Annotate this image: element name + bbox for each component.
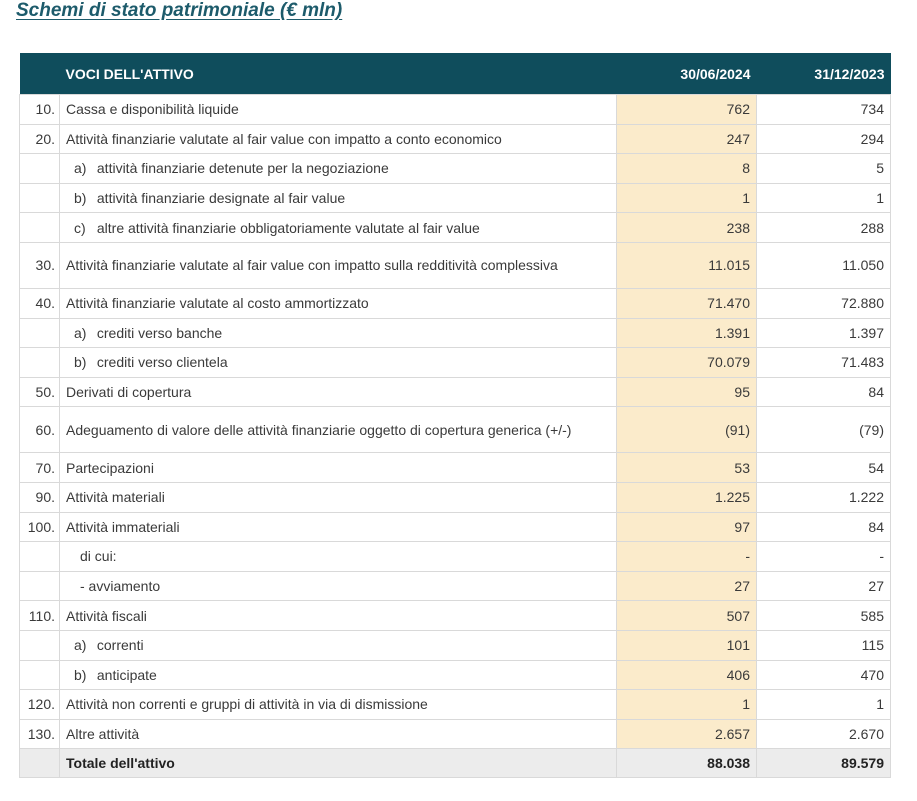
table-row [20, 377, 891, 407]
value-2024: 1.391 [617, 318, 757, 348]
row-letter: b) [74, 190, 87, 207]
value-2024: 101 [617, 630, 757, 660]
total-row [20, 749, 891, 778]
table-row [20, 660, 891, 690]
row-label [60, 154, 617, 184]
row-number [20, 213, 60, 243]
row-label [60, 318, 617, 348]
value-2024: 97 [617, 512, 757, 542]
row-number: 120. [20, 690, 60, 720]
page-title: Schemi di stato patrimoniale (€ mln) [16, 0, 343, 21]
table-row [20, 124, 891, 154]
row-label-text: correnti [96, 637, 144, 654]
row-number: 20. [20, 124, 60, 154]
row-number: 60. [20, 407, 60, 453]
row-label [60, 601, 617, 631]
value-2023: 115 [757, 630, 891, 660]
value-2023: 1.222 [757, 482, 891, 512]
table-row [20, 407, 891, 453]
value-2023: 72.880 [757, 288, 891, 318]
row-label [60, 453, 617, 483]
row-label [60, 630, 617, 660]
total-label: Totale dell'attivo [60, 749, 617, 778]
table-row [20, 719, 891, 749]
row-label-text: - avviamento [80, 578, 161, 595]
value-2023: 1 [757, 183, 891, 213]
value-2024: 95 [617, 377, 757, 407]
row-label-text: Attività non correnti e gruppi di attività in via di dismissione [66, 696, 428, 713]
value-2023: 54 [757, 453, 891, 483]
row-label [60, 719, 617, 749]
row-label [60, 348, 617, 378]
table-row [20, 213, 891, 243]
row-label-text: Derivati di copertura [66, 384, 192, 401]
row-number: 130. [20, 719, 60, 749]
row-label [60, 213, 617, 243]
value-2024: (91) [617, 407, 757, 453]
row-label-text: Cassa e disponibilità liquide [66, 101, 239, 118]
row-label [60, 183, 617, 213]
row-label [60, 124, 617, 154]
table-footer [20, 749, 891, 778]
row-number [20, 542, 60, 572]
table-row [20, 242, 891, 288]
value-2024: 53 [617, 453, 757, 483]
table-row [20, 630, 891, 660]
row-label-text: Partecipazioni [66, 459, 154, 476]
row-number [20, 630, 60, 660]
row-label-text: attività finanziarie designate al fair value [96, 190, 346, 207]
row-label-text: Attività finanziarie valutate al fair value con impatto a conto economico [66, 130, 502, 147]
table-row [20, 318, 891, 348]
row-label [60, 288, 617, 318]
row-number: 70. [20, 453, 60, 483]
row-label-text: attività finanziarie detenute per la negoziazione [96, 160, 389, 177]
table-row [20, 453, 891, 483]
value-2024: 8 [617, 154, 757, 184]
row-label [60, 95, 617, 125]
row-label-text: Adeguamento di valore delle attività finanziarie oggetto di copertura generica (+/-) [66, 421, 572, 438]
row-number: 40. [20, 288, 60, 318]
value-2023: 5 [757, 154, 891, 184]
row-label [60, 542, 617, 572]
row-label-text: Attività finanziarie valutate al costo ammortizzato [66, 295, 369, 312]
row-number: 30. [20, 242, 60, 288]
value-2024: 1.225 [617, 482, 757, 512]
value-2023: 1.397 [757, 318, 891, 348]
value-2023: 734 [757, 95, 891, 125]
value-2023: - [757, 542, 891, 572]
row-label-text: di cui: [80, 548, 117, 565]
row-number: 50. [20, 377, 60, 407]
value-2024: 11.015 [617, 242, 757, 288]
value-2024: 70.079 [617, 348, 757, 378]
value-2024: 27 [617, 571, 757, 601]
value-2024: 2.657 [617, 719, 757, 749]
value-2023: 585 [757, 601, 891, 631]
value-2023: 27 [757, 571, 891, 601]
header-date-2024: 30/06/2024 [617, 53, 757, 95]
row-number [20, 348, 60, 378]
header-description: VOCI DELL'ATTIVO [60, 53, 617, 95]
row-label-text: Attività materiali [66, 489, 165, 506]
table-row [20, 690, 891, 720]
row-label [60, 242, 617, 288]
table-row [20, 288, 891, 318]
row-letter: a) [74, 324, 87, 341]
value-2023: 470 [757, 660, 891, 690]
value-2023: 1 [757, 690, 891, 720]
row-label-text: Attività immateriali [66, 518, 180, 535]
row-number: 110. [20, 601, 60, 631]
header-date-2023: 31/12/2023 [757, 53, 891, 95]
value-2024: 406 [617, 660, 757, 690]
row-number: 100. [20, 512, 60, 542]
row-number [20, 183, 60, 213]
value-2023: (79) [757, 407, 891, 453]
total-value-2023: 89.579 [757, 749, 891, 778]
row-label [60, 512, 617, 542]
row-number: 90. [20, 482, 60, 512]
table-row [20, 571, 891, 601]
row-label [60, 690, 617, 720]
row-letter: b) [74, 354, 87, 371]
row-label [60, 482, 617, 512]
row-label-text: crediti verso banche [96, 324, 223, 341]
value-2024: 71.470 [617, 288, 757, 318]
header-spacer [20, 53, 60, 95]
table-row [20, 512, 891, 542]
row-number [20, 154, 60, 184]
row-number [20, 318, 60, 348]
row-label-text: Attività finanziarie valutate al fair value con impatto sulla redditività complessiva [66, 257, 558, 274]
table-row [20, 348, 891, 378]
value-2023: 84 [757, 512, 891, 542]
row-label [60, 571, 617, 601]
row-label [60, 377, 617, 407]
table-row [20, 482, 891, 512]
row-number: 10. [20, 95, 60, 125]
row-letter: c) [74, 219, 86, 236]
row-letter: b) [74, 666, 87, 683]
total-value-2024: 88.038 [617, 749, 757, 778]
value-2024: 1 [617, 690, 757, 720]
table-row [20, 154, 891, 184]
row-letter: a) [74, 637, 87, 654]
row-number [20, 660, 60, 690]
value-2023: 294 [757, 124, 891, 154]
table-row [20, 601, 891, 631]
row-letter: a) [74, 160, 87, 177]
value-2024: - [617, 542, 757, 572]
table-row [20, 95, 891, 125]
row-label-text: Altre attività [66, 725, 140, 742]
value-2023: 71.483 [757, 348, 891, 378]
row-label-text: Attività fiscali [66, 607, 147, 624]
row-label-text: crediti verso clientela [96, 354, 228, 371]
row-label [60, 660, 617, 690]
table-body [20, 95, 891, 749]
row-label-text: anticipate [96, 666, 157, 683]
value-2023: 2.670 [757, 719, 891, 749]
table-header [20, 53, 891, 95]
row-label-text: altre attività finanziarie obbligatoriamente valutate al fair value [96, 219, 480, 236]
table-row [20, 542, 891, 572]
value-2024: 507 [617, 601, 757, 631]
balance-sheet-table [19, 53, 891, 778]
value-2024: 238 [617, 213, 757, 243]
total-spacer [20, 749, 60, 778]
value-2024: 1 [617, 183, 757, 213]
row-number [20, 571, 60, 601]
value-2023: 288 [757, 213, 891, 243]
table-row [20, 183, 891, 213]
value-2023: 11.050 [757, 242, 891, 288]
value-2024: 762 [617, 95, 757, 125]
value-2023: 84 [757, 377, 891, 407]
row-label [60, 407, 617, 453]
value-2024: 247 [617, 124, 757, 154]
